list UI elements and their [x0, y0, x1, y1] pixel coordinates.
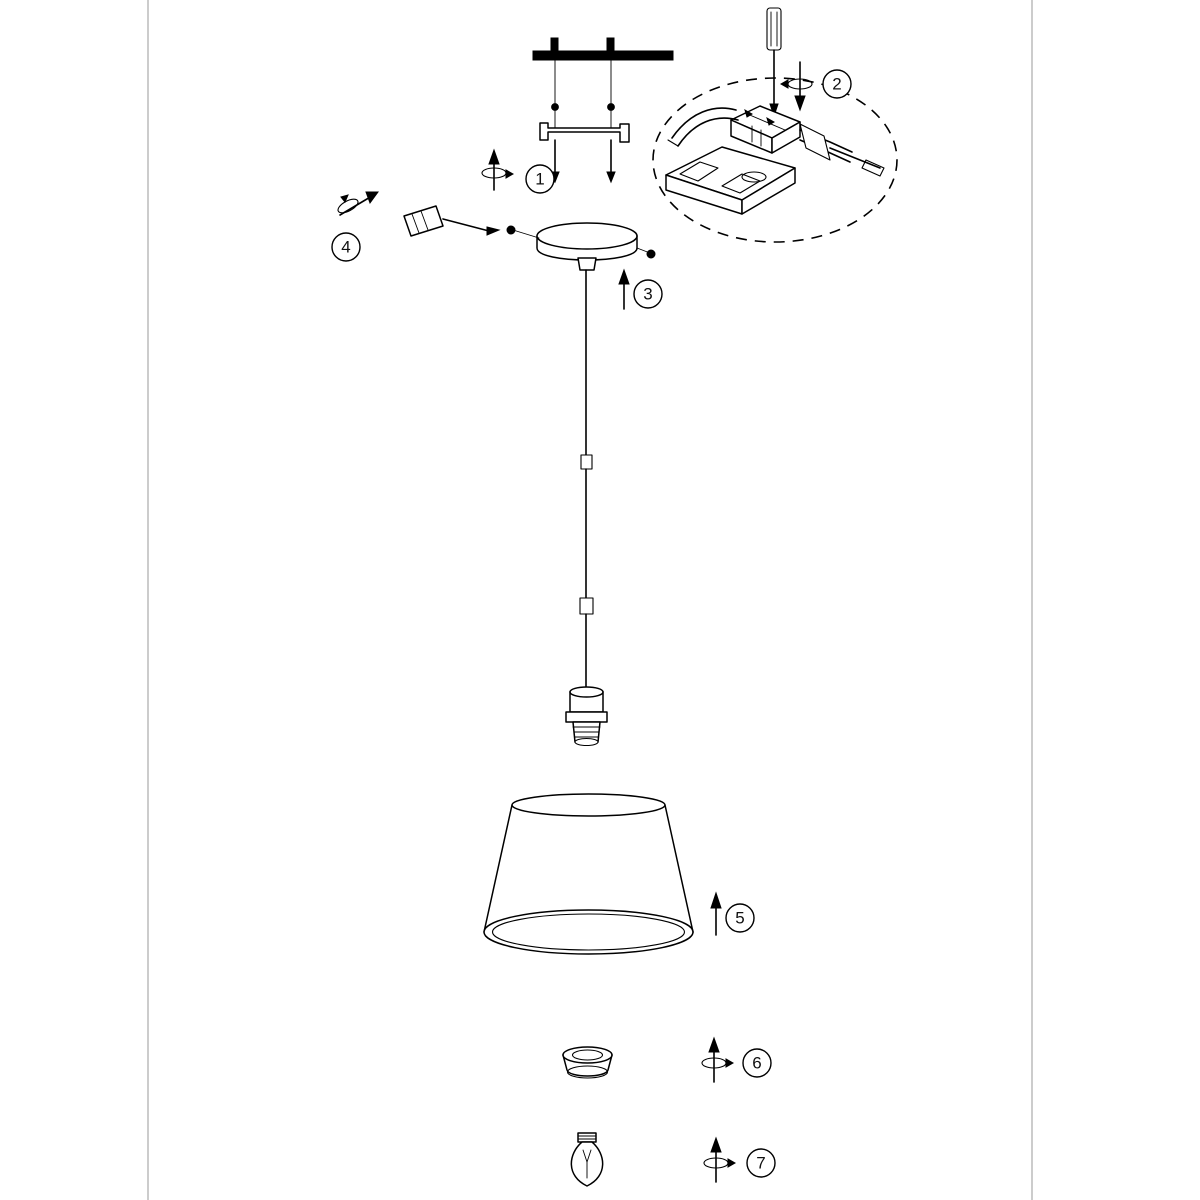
bracket-plate [540, 123, 629, 142]
step-4-number: 4 [341, 237, 351, 257]
bracket-screw-right [608, 104, 615, 111]
beam-stub-right [607, 38, 614, 51]
canopy-screw-right [647, 250, 655, 258]
step-5-number: 5 [735, 908, 745, 928]
lamp-holder [566, 687, 607, 746]
step-1-number: 1 [535, 169, 545, 189]
step-3-number: 3 [643, 284, 653, 304]
ceiling-beam [533, 51, 673, 60]
step-6-number: 6 [752, 1053, 762, 1073]
bracket-screw-left [552, 104, 559, 111]
step-3-indicator [619, 270, 662, 309]
step-5-indicator [711, 893, 754, 935]
rod-tip-right [607, 172, 615, 182]
ceiling-bracket [533, 38, 673, 182]
step-6-indicator [702, 1038, 771, 1082]
step-4-indicator [332, 192, 378, 261]
beam-stub-left [551, 38, 558, 51]
step-1-indicator [482, 150, 554, 193]
cable-adjuster-lower [580, 598, 593, 614]
detail-screwdriver [767, 8, 781, 116]
screwdriver-handle [404, 206, 443, 236]
canopy-top-face [537, 223, 637, 249]
canopy [507, 223, 655, 270]
ring-top [563, 1047, 612, 1063]
shade-ring [563, 1047, 612, 1078]
screwdriver [404, 206, 499, 236]
holder-shoulder [566, 712, 607, 722]
lamp-shade [484, 794, 693, 954]
screwdriver-tip [487, 227, 499, 235]
suspension-cable [580, 270, 593, 692]
shade-top-ring [512, 794, 665, 816]
wire-connector [800, 124, 830, 160]
step-7-number: 7 [756, 1153, 766, 1173]
shade-bottom-ring [484, 910, 693, 954]
light-bulb [571, 1133, 602, 1186]
step-7-indicator [704, 1138, 775, 1182]
cable-collar [578, 258, 596, 270]
cable-adjuster-upper [581, 455, 592, 469]
step-2-number: 2 [832, 74, 842, 94]
holder-bottom [575, 739, 598, 746]
terminal-block-detail [653, 8, 897, 242]
step-2-indicator [781, 62, 851, 110]
holder-top [570, 687, 603, 697]
bulb-base [578, 1133, 596, 1142]
